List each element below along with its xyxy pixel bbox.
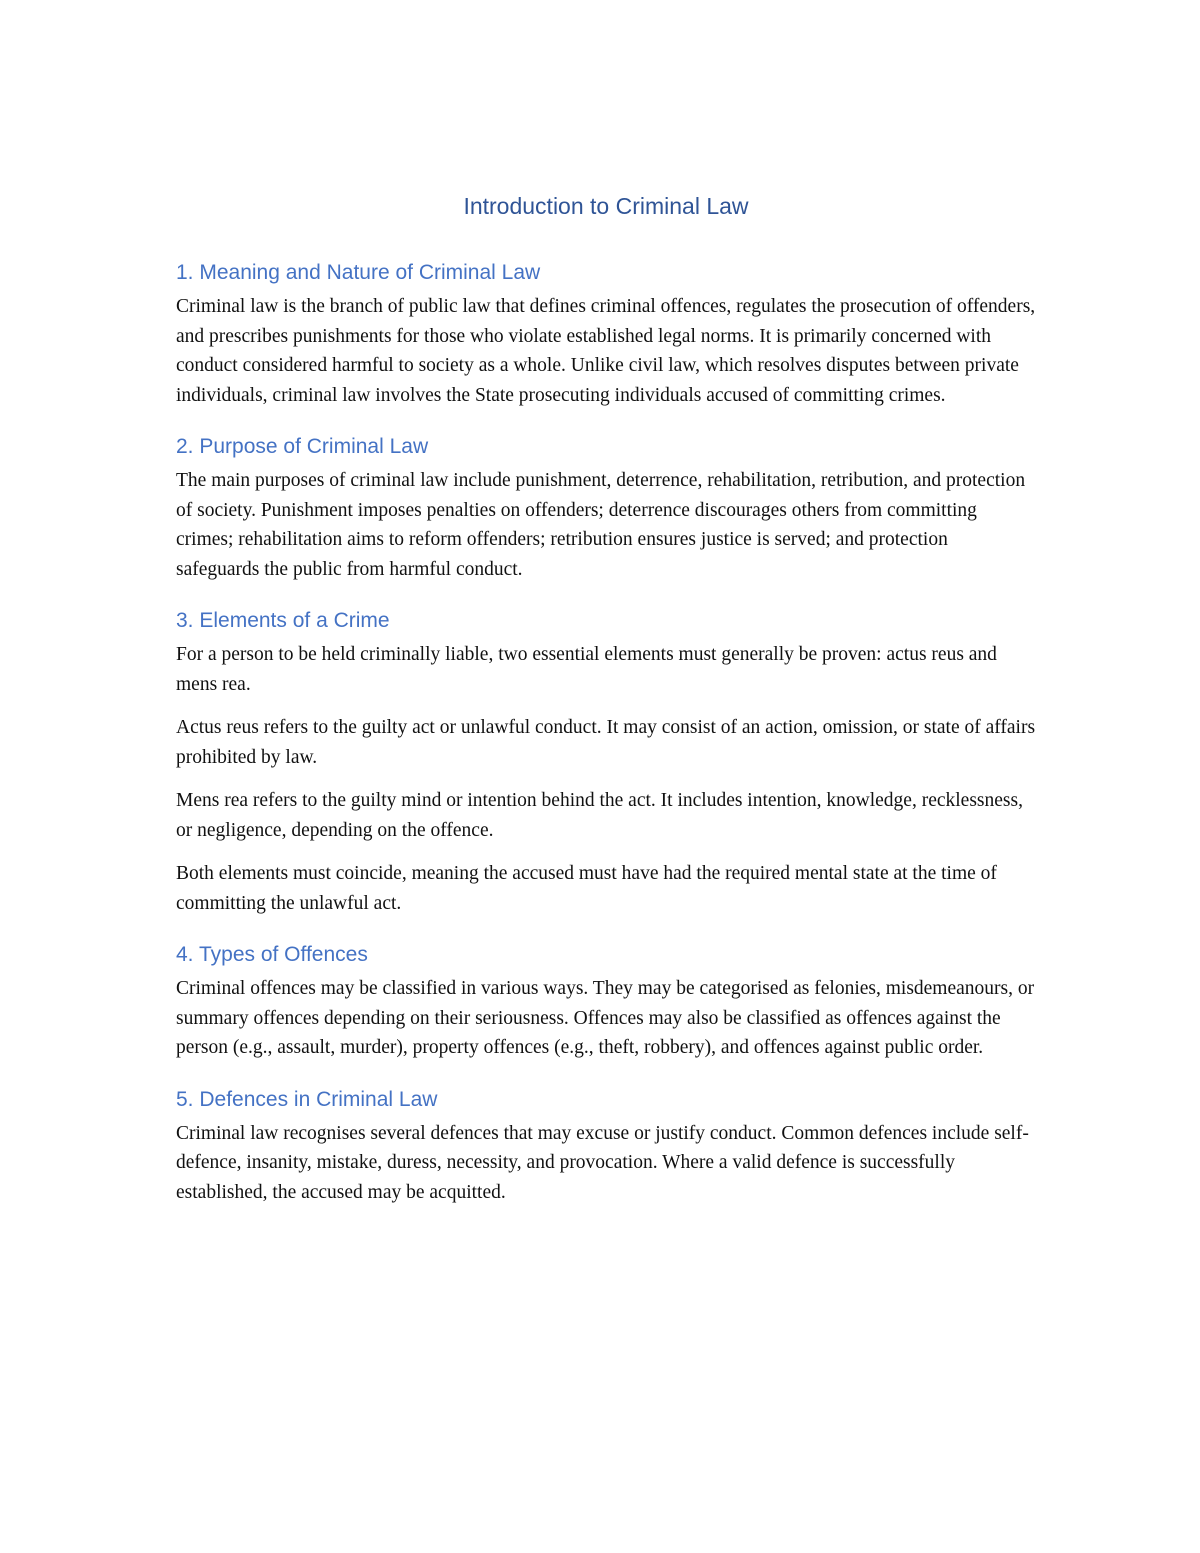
section-heading: 5. Defences in Criminal Law	[176, 1087, 438, 1111]
section-heading: 4. Types of Offences	[176, 943, 368, 966]
section-paragraph: Criminal law is the branch of public law that defines criminal offences, regulates the prosecution of offenders, and prescribes punishments for those who violate established legal norms. It is primarily concerned with conduct considered harmful to society as a whole. Unlike civil law, which resolves disputes between private individuals, criminal law involves the State prosecuting individuals accused of committing crimes.	[176, 296, 1036, 406]
section-heading: 1. Meaning and Nature of Criminal Law	[176, 261, 541, 284]
section-types-of-offences	[176, 940, 1036, 1063]
section-paragraph: The main purposes of criminal law include punishment, deterrence, rehabilitation, retribution, and protection of society. Punishment imposes penalties on offenders; deterrence discourages others from committing crimes; rehabilitation aims to reform offenders; retribution ensures justice is served; and protection safeguards the public from harmful conduct.	[176, 470, 1026, 580]
section-defences	[176, 1085, 1036, 1208]
section-meaning-and-nature	[176, 258, 1036, 410]
section-paragraph: Actus reus refers to the guilty act or unlawful conduct. It may consist of an action, omission, or state of affairs prohibited by law.	[176, 717, 1036, 768]
section-elements-of-crime	[176, 606, 1036, 918]
section-paragraph: Criminal law recognises several defences that may excuse or justify conduct. Common defences include self-defence, insanity, mistake, duress, necessity, and provocation. Where a valid defence is successfully established, the accused may be acquitted.	[176, 1122, 1029, 1203]
section-purpose	[176, 432, 1036, 584]
section-paragraph: Both elements must coincide, meaning the accused must have had the required mental state at the time of committing the unlawful act.	[176, 863, 997, 914]
page-title: Introduction to Criminal Law	[463, 193, 749, 219]
document-body	[176, 190, 1036, 1229]
section-paragraph: Mens rea refers to the guilty mind or intention behind the act. It includes intention, knowledge, recklessness, or negligence, depending on the offence.	[176, 790, 1023, 841]
section-heading: 3. Elements of a Crime	[176, 609, 390, 632]
section-paragraph: For a person to be held criminally liable, two essential elements must generally be proven: actus reus and mens rea.	[176, 644, 997, 695]
section-paragraph: Criminal offences may be classified in various ways. They may be categorised as felonies, misdemeanours, or summary offences depending on their seriousness. Offences may also be classified as offences against the person (e.g., assault, murder), property offences (e.g., theft, robbery), and offences against public order.	[176, 978, 1035, 1058]
section-heading: 2. Purpose of Criminal Law	[176, 435, 429, 458]
